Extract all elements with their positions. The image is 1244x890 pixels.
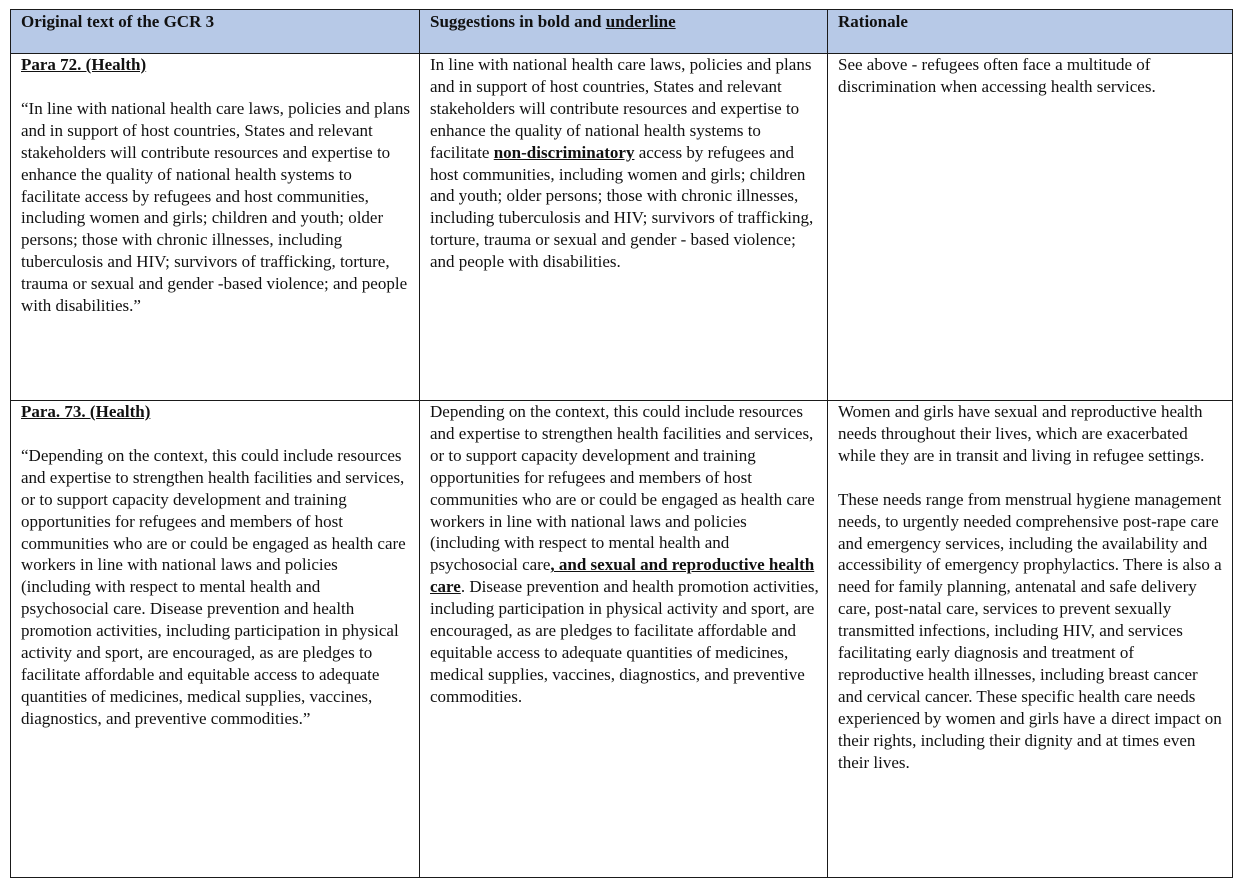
rationale-cell [828,401,1233,878]
header-suggestions-prefix: Suggestions in bold and [430,12,606,31]
rationale-text-2: These needs range from menstrual hygiene management needs, to urgently needed comprehensive post-rape care and emergency services, including the availability and accessibility of emergency prophylactics. There is also a need for family planning, antenatal and safe delivery care, post-natal care, services to prevent sexually transmitted infections, including HIV, and services facilitating early diagnosis and treatment of reproductive health illnesses, including breast cancer and cervical cancer. These specific health care needs experienced by women and girls have a direct impact on their rights, including their dignity and at times even their lives. [838,489,1222,772]
para-label: Para. 73. (Health) [21,402,151,421]
rationale-text: See above - refugees often face a multitude of discrimination when accessing health services. [838,55,1156,96]
suggestion-text [430,401,819,708]
original-text: “In line with national health care laws, policies and plans and in support of host countries, States and relevant stakeholders will contribute resources and expertise to enhance the quality of national health systems to facilitate access by refugees and host communities, including women and girls; children and youth; older persons; those with chronic illnesses, including tuberculosis and HIV; survivors of trafficking, torture, trauma or sexual and gender -based violence; and people with disabilities.” [21,98,410,316]
suggestion-text [430,54,819,273]
header-suggestions-underlined: underline [605,12,676,31]
header-row [11,10,1233,54]
header-suggestions [420,10,828,54]
suggestion-bold: , and sexual and reproductive health care [430,555,815,597]
suggestion-cell [420,54,828,401]
header-rationale: Rationale [828,10,1233,54]
suggestion-bold: non-discriminatory [493,142,635,162]
suggestion-after: access by refugees and host communities, including women and girls; children and youth; older persons; those with chronic illnesses, including tuberculosis and HIV; survivors of trafficking, torture, trauma or sexual and gender - based violence; and people with disabilities. [430,142,814,272]
original-cell [11,401,420,878]
suggestion-before: In line with national health care laws, policies and plans and in support of host countries, States and relevant stakeholders will contribute resources and expertise to enhance the quality of national health systems to facilitate [430,55,812,162]
original-cell [11,54,420,401]
comparison-table [10,9,1233,878]
table-row [11,54,1233,401]
suggestion-after: . Disease prevention and health promotion activities, including participation in physical activity and sport, are encouraged, as are pledges to facilitate affordable and equitable access to adequate quantities of medicines, medical supplies, vaccines, diagnostics, and preventive commodities. [430,577,819,706]
rationale-cell [828,54,1233,401]
header-original: Original text of the GCR 3 [11,10,420,54]
rationale-text: Women and girls have sexual and reproductive health needs throughout their lives, which are exacerbated while they are in transit and living in refugee settings. [838,402,1205,465]
para-label: Para 72. (Health) [21,55,147,74]
original-text: “Depending on the context, this could include resources and expertise to strengthen health facilities and services, or to support capacity development and training opportunities for refugees and members of host communities who are or could be engaged as health care workers in line with national laws and policies (including with respect to mental health and psychosocial care. Disease prevention and health promotion activities, including participation in physical activity and sport, are encouraged, as are pledges to facilitate affordable and equitable access to adequate quantities of medicines, medical supplies, vaccines, diagnostics, and preventive commodities.” [21,445,406,728]
suggestion-cell [420,401,828,878]
table-row [11,401,1233,878]
suggestion-before: Depending on the context, this could include resources and expertise to strengthen health facilities and services, or to support capacity development and training opportunities for refugees and members of host communities who are or could be engaged as health care workers in line with national laws and policies (including with respect to mental health and psychosocial care [430,402,815,575]
